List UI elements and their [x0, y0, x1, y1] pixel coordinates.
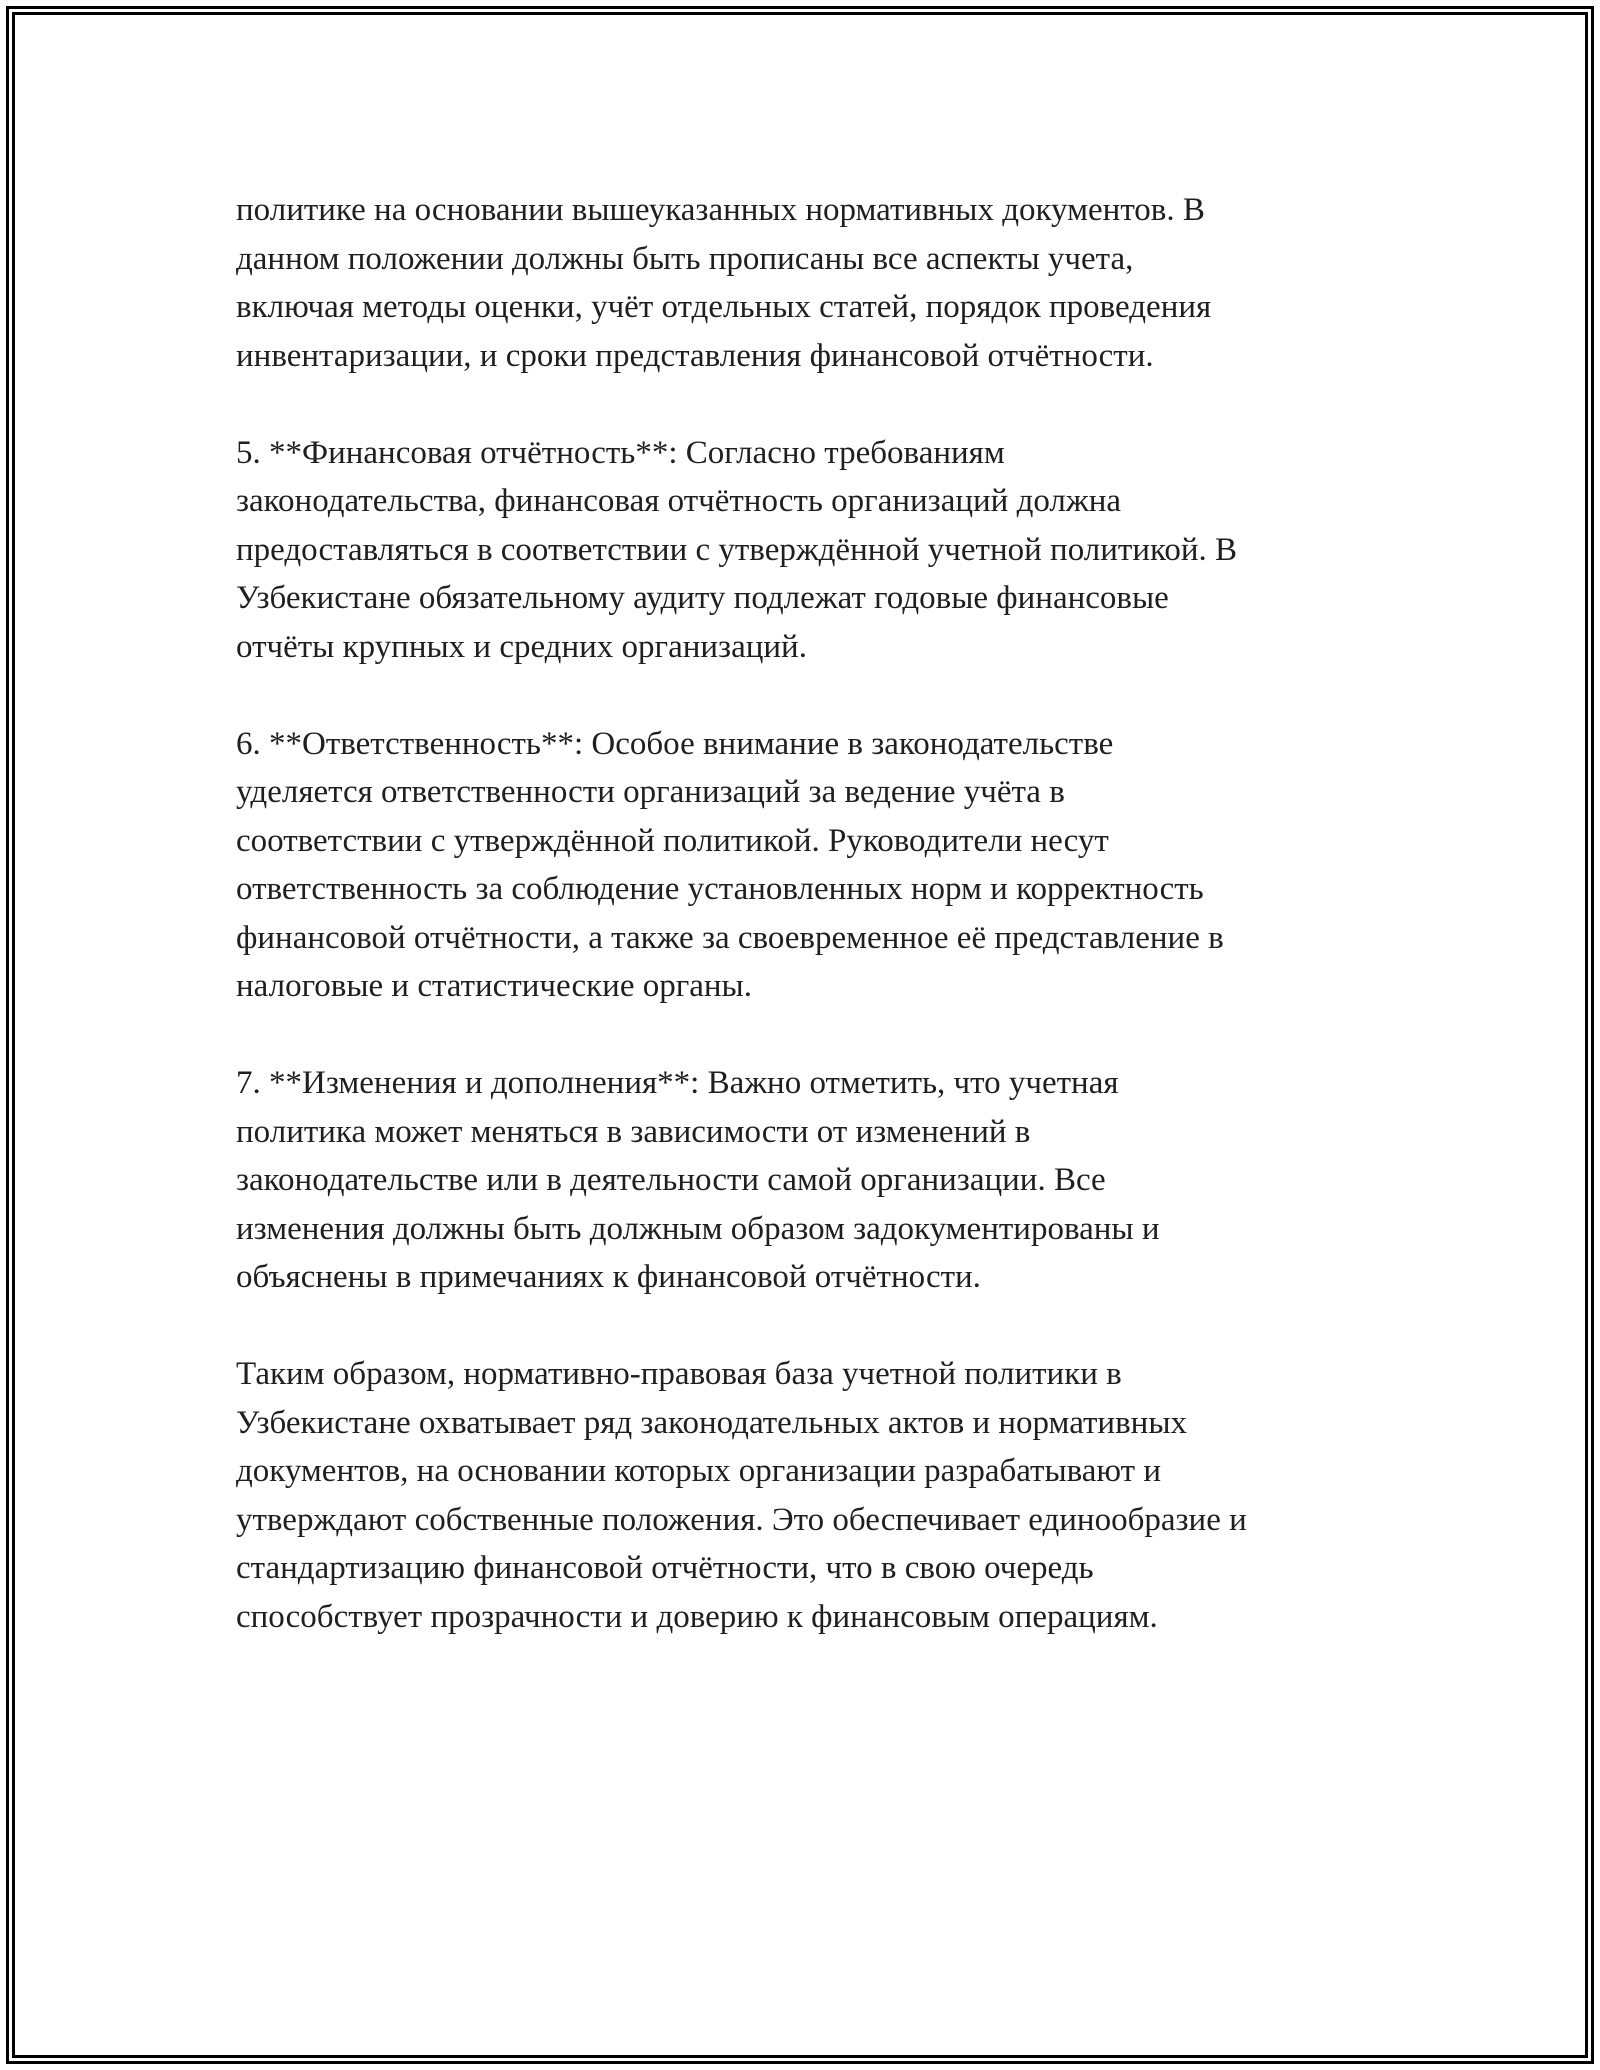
text-line: уделяется ответственности организаций за ведение учёта в: [236, 774, 1065, 810]
text-line: соответствии с утверждённой политикой. Руководители несут: [236, 822, 1109, 859]
document-body: [236, 186, 1386, 1690]
text-line: предоставляться в соответствии с утверждённой учетной политикой. В: [236, 531, 1238, 568]
text-line: изменения должны быть должным образом задокументированы и: [236, 1210, 1160, 1247]
text-line: способствует прозрачности и доверию к финансовым операциям.: [236, 1598, 1158, 1635]
paragraph-financial-reporting: [236, 429, 1386, 672]
paragraph-accounting-policy-continuation: [236, 186, 1386, 380]
text-line: отчёты крупных и средних организаций.: [236, 628, 807, 665]
text-line: законодательстве или в деятельности самой организации. Все: [236, 1162, 1106, 1198]
text-line: налоговые и статистические органы.: [236, 968, 752, 1004]
text-line: документов, на основании которых организации разрабатывают и: [236, 1453, 1161, 1489]
text-line: политика может меняться в зависимости от изменений в: [236, 1113, 1031, 1150]
paragraph-conclusion: [236, 1350, 1386, 1641]
text-line: финансовой отчётности, а также за своевременное её представление в: [236, 919, 1224, 956]
text-line: 6. **Ответственность**: Особое внимание в законодательстве: [236, 725, 1114, 762]
paragraph-changes-and-additions: [236, 1059, 1386, 1302]
text-line: политике на основании вышеуказанных нормативных документов. В: [236, 192, 1205, 228]
paragraph-responsibility: [236, 720, 1386, 1011]
text-line: Узбекистане охватывает ряд законодательных актов и нормативных: [236, 1404, 1187, 1441]
text-line: 5. **Финансовая отчётность**: Согласно требованиям: [236, 434, 1005, 471]
text-line: данном положении должны быть прописаны все аспекты учета,: [236, 240, 1134, 277]
text-line: стандартизацию финансовой отчётности, что в свою очередь: [236, 1550, 1094, 1586]
text-line: ответственность за соблюдение установленных норм и корректность: [236, 871, 1204, 907]
text-line: законодательства, финансовая отчётность организаций должна: [236, 483, 1122, 519]
text-line: утверждают собственные положения. Это обеспечивает единообразие и: [236, 1501, 1247, 1538]
text-line: объяснены в примечаниях к финансовой отчётности.: [236, 1259, 981, 1295]
text-line: включая методы оценки, учёт отдельных статей, порядок проведения: [236, 289, 1212, 325]
text-line: инвентаризации, и сроки представления финансовой отчётности.: [236, 337, 1154, 374]
text-line: Таким образом, нормативно-правовая база учетной политики в: [236, 1356, 1122, 1392]
text-line: Узбекистане обязательному аудиту подлежат годовые финансовые: [236, 580, 1169, 616]
text-line: 7. **Изменения и дополнения**: Важно отметить, что учетная: [236, 1065, 1119, 1101]
